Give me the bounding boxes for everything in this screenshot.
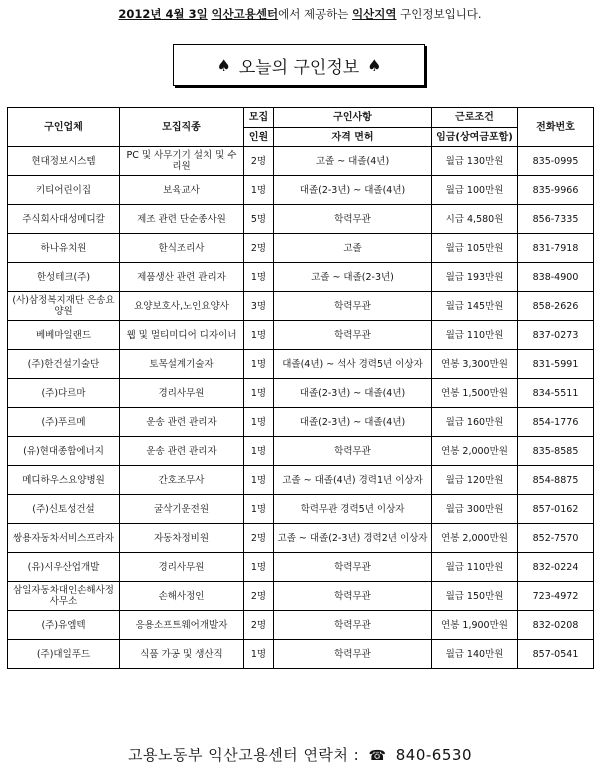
cell-phone: 835-0995 — [518, 147, 594, 176]
cell-job: PC 및 사무기기 설치 및 수리원 — [120, 147, 244, 176]
cell-company: (사)삼정복지재단 은송요양원 — [8, 292, 120, 321]
cell-wage: 월급 110만원 — [432, 553, 518, 582]
cell-job: 제조 관련 단순종사원 — [120, 205, 244, 234]
cell-wage: 월급 105만원 — [432, 234, 518, 263]
table-row — [8, 437, 594, 466]
phone-icon: ☎ — [368, 748, 387, 764]
cell-requirement: 학력무관 — [274, 611, 432, 640]
cell-job: 한식조리사 — [120, 234, 244, 263]
table-row — [8, 495, 594, 524]
cell-phone: 831-7918 — [518, 234, 594, 263]
intro-line — [0, 6, 600, 22]
cell-phone: 832-0224 — [518, 553, 594, 582]
cell-company: 메디하우스요양병원 — [8, 466, 120, 495]
cell-count: 2명 — [244, 234, 274, 263]
cell-wage: 연봉 2,000만원 — [432, 524, 518, 553]
cell-phone: 834-5511 — [518, 379, 594, 408]
cell-count: 1명 — [244, 350, 274, 379]
cell-count: 1명 — [244, 437, 274, 466]
spade-icon: ♠ — [367, 55, 382, 75]
cell-phone: 852-7570 — [518, 524, 594, 553]
table-row — [8, 350, 594, 379]
cell-phone: 854-1776 — [518, 408, 594, 437]
cell-requirement: 학력무관 — [274, 321, 432, 350]
cell-company: 현대정보시스템 — [8, 147, 120, 176]
footer-contact — [0, 744, 600, 765]
cell-job: 요양보호사,노인요양사 — [120, 292, 244, 321]
cell-phone: 835-9966 — [518, 176, 594, 205]
cell-phone: 857-0162 — [518, 495, 594, 524]
cell-company: 주식회사대성메디칼 — [8, 205, 120, 234]
header-req-top: 구인사항 — [274, 108, 432, 128]
cell-wage: 월급 300만원 — [432, 495, 518, 524]
cell-phone: 858-2626 — [518, 292, 594, 321]
cell-requirement: 학력무관 — [274, 292, 432, 321]
cell-requirement: 학력무관 경력5년 이상자 — [274, 495, 432, 524]
cell-wage: 월급 130만원 — [432, 147, 518, 176]
cell-phone: 832-0208 — [518, 611, 594, 640]
cell-requirement: 대졸(2-3년) ~ 대졸(4년) — [274, 408, 432, 437]
table-row — [8, 640, 594, 669]
page-title: 오늘의 구인정보 — [238, 57, 360, 78]
cell-count: 1명 — [244, 379, 274, 408]
cell-wage: 월급 140만원 — [432, 640, 518, 669]
cell-count: 1명 — [244, 640, 274, 669]
cell-requirement: 고졸 ~ 대졸(2-3년) — [274, 263, 432, 292]
header-req-bottom: 자격 면허 — [274, 128, 432, 147]
cell-company: (주)신토성건설 — [8, 495, 120, 524]
cell-requirement: 대졸(2-3년) ~ 대졸(4년) — [274, 176, 432, 205]
cell-count: 2명 — [244, 611, 274, 640]
cell-requirement: 대졸(4년) ~ 석사 경력5년 이상자 — [274, 350, 432, 379]
cell-count: 1명 — [244, 408, 274, 437]
cell-company: 삼일자동차대인손해사정 사무소 — [8, 582, 120, 611]
cell-company: (주)한건설기술단 — [8, 350, 120, 379]
cell-wage: 연봉 3,300만원 — [432, 350, 518, 379]
cell-job: 토목설계기술자 — [120, 350, 244, 379]
header-company: 구인업체 — [8, 108, 120, 147]
intro-middle-text: 에서 제공하는 — [278, 7, 353, 21]
cell-company: 한성테크(주) — [8, 263, 120, 292]
cell-count: 1명 — [244, 495, 274, 524]
cell-phone: 837-0273 — [518, 321, 594, 350]
cell-wage: 연봉 1,500만원 — [432, 379, 518, 408]
table-row — [8, 466, 594, 495]
cell-job: 보육교사 — [120, 176, 244, 205]
table-row — [8, 582, 594, 611]
cell-requirement: 고졸 — [274, 234, 432, 263]
cell-job: 제품생산 관련 관리자 — [120, 263, 244, 292]
cell-count: 1명 — [244, 466, 274, 495]
cell-phone: 831-5991 — [518, 350, 594, 379]
cell-company: (주)유엠텍 — [8, 611, 120, 640]
cell-wage: 월급 160만원 — [432, 408, 518, 437]
job-listings-table — [7, 107, 594, 669]
cell-job: 응용소프트웨어개발자 — [120, 611, 244, 640]
header-count-bottom: 인원 — [244, 128, 274, 147]
cell-wage: 월급 145만원 — [432, 292, 518, 321]
cell-job: 경리사무원 — [120, 379, 244, 408]
cell-job: 굴삭기운전원 — [120, 495, 244, 524]
cell-job: 경리사무원 — [120, 553, 244, 582]
cell-wage: 연봉 1,900만원 — [432, 611, 518, 640]
table-row — [8, 147, 594, 176]
cell-wage: 월급 100만원 — [432, 176, 518, 205]
cell-count: 2명 — [244, 147, 274, 176]
table-row — [8, 524, 594, 553]
cell-wage: 월급 120만원 — [432, 466, 518, 495]
cell-count: 1명 — [244, 263, 274, 292]
cell-wage: 시급 4,580원 — [432, 205, 518, 234]
cell-company: (주)대일푸드 — [8, 640, 120, 669]
intro-center-name: 익산고용센터 — [211, 7, 279, 21]
cell-requirement: 학력무관 — [274, 640, 432, 669]
footer-phone: 840-6530 — [395, 746, 472, 764]
cell-count: 3명 — [244, 292, 274, 321]
intro-region: 익산지역 — [352, 7, 397, 21]
cell-phone: 854-8875 — [518, 466, 594, 495]
table-row — [8, 321, 594, 350]
cell-phone: 857-0541 — [518, 640, 594, 669]
table-row — [8, 611, 594, 640]
cell-requirement: 학력무관 — [274, 437, 432, 466]
intro-tail-text: 구인정보입니다. — [396, 7, 482, 21]
cell-wage: 월급 110만원 — [432, 321, 518, 350]
cell-requirement: 고졸 ~ 대졸(4년) 경력1년 이상자 — [274, 466, 432, 495]
cell-count: 1명 — [244, 321, 274, 350]
cell-company: (주)푸르메 — [8, 408, 120, 437]
intro-date: 2012년 4월 3일 — [118, 7, 208, 21]
cell-count: 5명 — [244, 205, 274, 234]
cell-company: 베베마일랜드 — [8, 321, 120, 350]
footer-org: 고용노동부 익산고용센터 연락처 : — [128, 746, 360, 764]
header-cond-top: 근로조건 — [432, 108, 518, 128]
cell-company: 키티어린이집 — [8, 176, 120, 205]
cell-wage: 월급 193만원 — [432, 263, 518, 292]
table-body — [8, 147, 594, 669]
cell-company: 쌍용자동차서비스프라자 — [8, 524, 120, 553]
table-header-row — [8, 108, 594, 128]
cell-count: 2명 — [244, 524, 274, 553]
cell-requirement: 학력무관 — [274, 582, 432, 611]
cell-requirement: 학력무관 — [274, 553, 432, 582]
cell-requirement: 고졸 ~ 대졸(2-3년) 경력2년 이상자 — [274, 524, 432, 553]
cell-job: 손해사정인 — [120, 582, 244, 611]
header-cond-bottom: 임금(상여금포함) — [432, 128, 518, 147]
cell-phone: 835-8585 — [518, 437, 594, 466]
header-phone: 전화번호 — [518, 108, 594, 147]
cell-job: 자동차정비원 — [120, 524, 244, 553]
cell-wage: 월급 150만원 — [432, 582, 518, 611]
cell-count: 1명 — [244, 553, 274, 582]
cell-phone: 856-7335 — [518, 205, 594, 234]
cell-requirement: 고졸 ~ 대졸(4년) — [274, 147, 432, 176]
cell-count: 2명 — [244, 582, 274, 611]
cell-job: 식품 가공 및 생산직 — [120, 640, 244, 669]
header-job: 모집직종 — [120, 108, 244, 147]
header-count-top: 모집 — [244, 108, 274, 128]
table-row — [8, 408, 594, 437]
cell-job: 운송 관련 관리자 — [120, 408, 244, 437]
cell-job: 웹 및 멀티미디어 디자이너 — [120, 321, 244, 350]
table-row — [8, 234, 594, 263]
cell-count: 1명 — [244, 176, 274, 205]
table-row — [8, 292, 594, 321]
cell-company: (주)다르마 — [8, 379, 120, 408]
table-row — [8, 176, 594, 205]
cell-company: (유)현대종합에너지 — [8, 437, 120, 466]
cell-requirement: 학력무관 — [274, 205, 432, 234]
page-title-box — [173, 44, 425, 86]
spade-icon: ♠ — [216, 55, 231, 75]
cell-job: 간호조무사 — [120, 466, 244, 495]
table-row — [8, 263, 594, 292]
cell-company: (유)시우산업개발 — [8, 553, 120, 582]
cell-requirement: 대졸(2-3년) ~ 대졸(4년) — [274, 379, 432, 408]
cell-company: 하나유치원 — [8, 234, 120, 263]
cell-job: 운송 관련 관리자 — [120, 437, 244, 466]
table-row — [8, 379, 594, 408]
cell-phone: 838-4900 — [518, 263, 594, 292]
cell-wage: 연봉 2,000만원 — [432, 437, 518, 466]
table-row — [8, 205, 594, 234]
cell-phone: 723-4972 — [518, 582, 594, 611]
table-row — [8, 553, 594, 582]
